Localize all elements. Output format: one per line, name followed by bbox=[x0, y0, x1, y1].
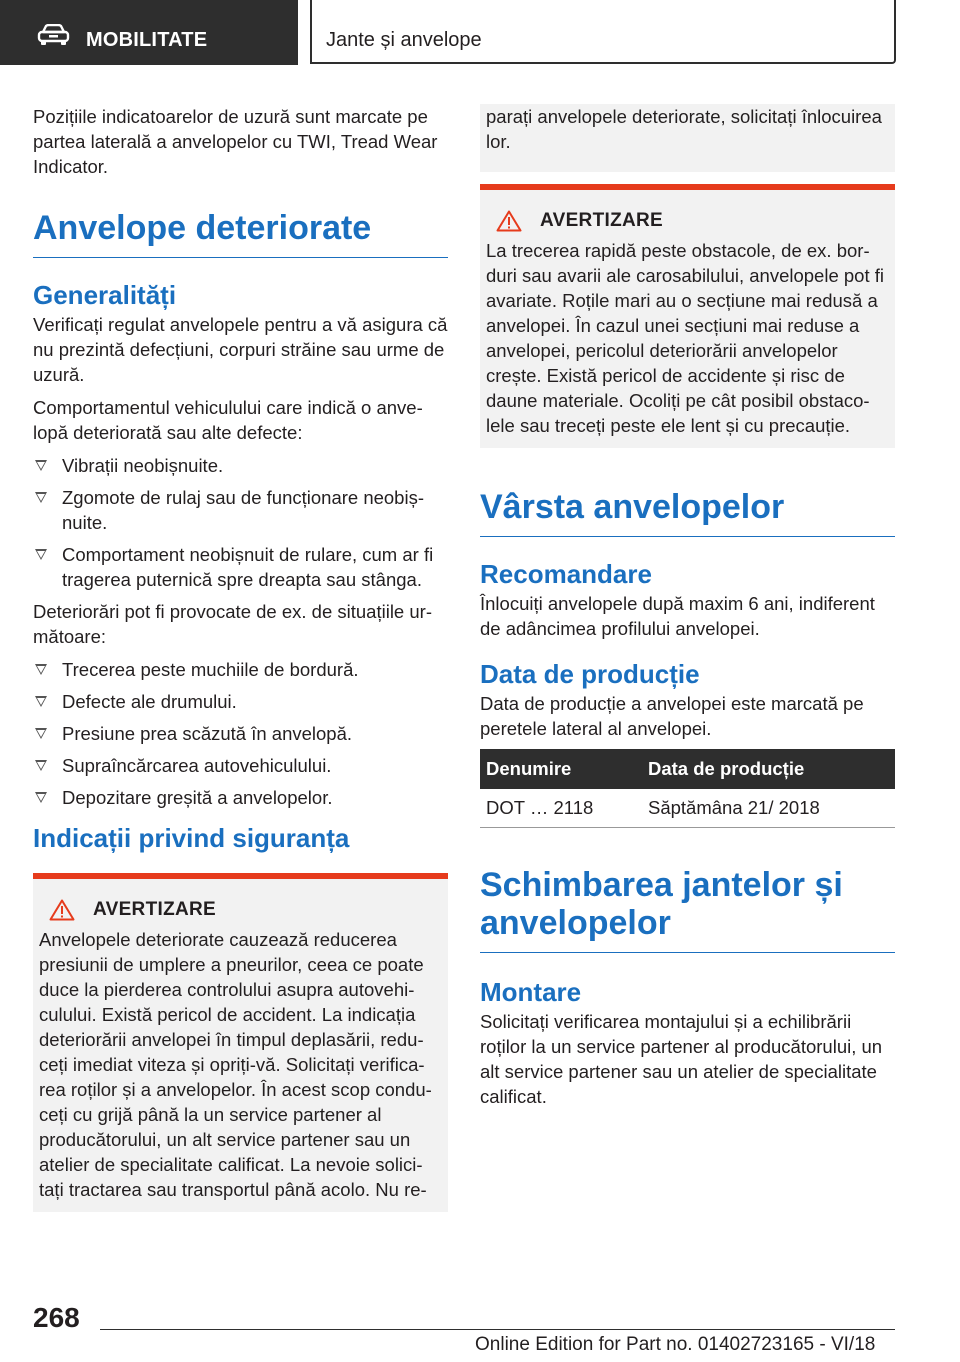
section-title: MOBILITATE bbox=[86, 29, 208, 51]
list-item: Supraîncărcarea autovehiculului. bbox=[33, 753, 448, 778]
list-item: Presiune prea scăzută în anvelopă. bbox=[33, 721, 448, 746]
triangle-bullet-icon bbox=[35, 492, 47, 503]
warning-title: AVERTIZARE bbox=[93, 899, 216, 920]
warning-triangle-icon bbox=[496, 210, 522, 232]
production-date-table bbox=[480, 749, 895, 828]
warning-text: Anvelopele deteriorate cauzează reducerea presiunii de umplere a pneurilor, ceea ce poate duce la pierderea controlului asupra autovehiculului. Există pericol de accident. La indicația deteriorării anvelopei în timpul deplasării, reduceți imediat viteza și opriți-vă. Solicitați verificarea roților și a anvelopelor. În acest scop conduceți cu grijă până la un service partener al producătorului, un alt service partener sau un atelier de specialitate calificat. La nevoie solicitați tractarea sau transportul până acolo. Nu re- bbox=[39, 929, 432, 1200]
left-column bbox=[33, 104, 448, 1212]
table-header: Denumire bbox=[480, 749, 642, 789]
warning-triangle-icon bbox=[49, 899, 75, 921]
heading-mounting: Montare bbox=[480, 977, 582, 1007]
warning-box bbox=[33, 873, 448, 1212]
page-footer bbox=[0, 1290, 960, 1362]
footer-divider bbox=[100, 1329, 895, 1330]
warning-continued-text: parați anvelopele deteriorate, solicitați înlocuirea lor. bbox=[486, 106, 882, 152]
section-tab bbox=[0, 0, 298, 65]
triangle-bullet-icon bbox=[35, 696, 47, 707]
general-paragraph: Verificați regulat anvelopele pentru a vă asigura că nu prezintă defecțiuni, corpuri străine sau urme de uzură. bbox=[33, 314, 448, 385]
page-header bbox=[0, 0, 960, 66]
triangle-bullet-icon bbox=[35, 549, 47, 560]
list-item: Trecerea peste muchiile de bordură. bbox=[33, 657, 448, 682]
chapter-title: Jante și anvelope bbox=[326, 29, 482, 51]
triangle-bullet-icon bbox=[35, 460, 47, 471]
triangle-bullet-icon bbox=[35, 760, 47, 771]
table-row bbox=[480, 789, 895, 828]
table-header-row bbox=[480, 749, 895, 789]
car-icon bbox=[37, 24, 70, 46]
mounting-paragraph: Solicitați verificarea montajului și a echilibrării roților la un service partener al producătorului, un alt service partener sau un atelier de specialitate calificat. bbox=[480, 1011, 883, 1107]
warning-box bbox=[480, 184, 895, 448]
table-cell: Săptămâna 21/ 2018 bbox=[642, 789, 895, 828]
warning-box-continued bbox=[480, 104, 895, 172]
right-column bbox=[480, 104, 895, 1117]
edition-text: Online Edition for Part no. 01402723165 - VI/18 bbox=[475, 1334, 876, 1355]
chapter-tab bbox=[310, 0, 896, 64]
list-item: Defecte ale drumului. bbox=[33, 689, 448, 714]
heading-production-date: Data de producție bbox=[480, 659, 700, 689]
heading-tire-age: Vârsta anvelopelor bbox=[480, 488, 895, 537]
triangle-bullet-icon bbox=[35, 728, 47, 739]
heading-change-rims: Schimbarea jantelor și anvelopelor bbox=[480, 866, 895, 953]
heading-safety: Indicații privind siguranța bbox=[33, 823, 350, 853]
list-item: Zgomote de rulaj sau de funcționare neobișnuite. bbox=[33, 485, 448, 535]
list-item: Comportament neobișnuit de rulare, cum ar fi tragerea puternică spre dreapta sau stânga. bbox=[33, 542, 448, 592]
triangle-bullet-icon bbox=[35, 664, 47, 675]
heading-damaged-tires: Anvelope deteriorate bbox=[33, 209, 448, 258]
page-number: 268 bbox=[33, 1302, 80, 1333]
behavior-paragraph: Comportamentul vehiculului care indică o anvelopă deteriorată sau alte defecte: bbox=[33, 397, 423, 443]
list-item: Depozitare greșită a anvelopelor. bbox=[33, 785, 448, 810]
recommendation-paragraph: Înlocuiți anvelopele după maxim 6 ani, indiferent de adâncimea profilului anvelopei. bbox=[480, 593, 875, 639]
table-cell: DOT … 2118 bbox=[480, 789, 642, 828]
warning-text: La trecerea rapidă peste obstacole, de ex. borduri sau avarii ale carosabilului, anvelopele pot fi avariate. Roțile mari au o secțiune mai redusă a anvelopei. În cazul unei secțiuni mai reduse a anvelopei, pericolul deteriorării anvelopelor crește. Există pericol de accidente și risc de daune materiale. Ocoliți pe cât posibil obstacolele sau treceți peste ele lent și cu precauție. bbox=[486, 240, 884, 436]
heading-recommendation: Recomandare bbox=[480, 559, 652, 589]
list-item: Vibrații neobișnuite. bbox=[33, 453, 448, 478]
causes-paragraph: Deteriorări pot fi provocate de ex. de situațiile următoare: bbox=[33, 601, 432, 647]
symptom-list bbox=[33, 453, 448, 592]
table-header: Data de producție bbox=[642, 749, 895, 789]
causes-list bbox=[33, 657, 448, 810]
heading-general: Generalități bbox=[33, 280, 177, 310]
triangle-bullet-icon bbox=[35, 792, 47, 803]
warning-title: AVERTIZARE bbox=[540, 210, 663, 231]
production-date-paragraph: Data de producție a anvelopei este marcată pe peretele lateral al anvelopei. bbox=[480, 693, 864, 739]
intro-paragraph: Pozițiile indicatoarelor de uzură sunt marcate pe partea laterală a anvelopelor cu TWI, Tread Wear Indicator. bbox=[33, 106, 438, 177]
